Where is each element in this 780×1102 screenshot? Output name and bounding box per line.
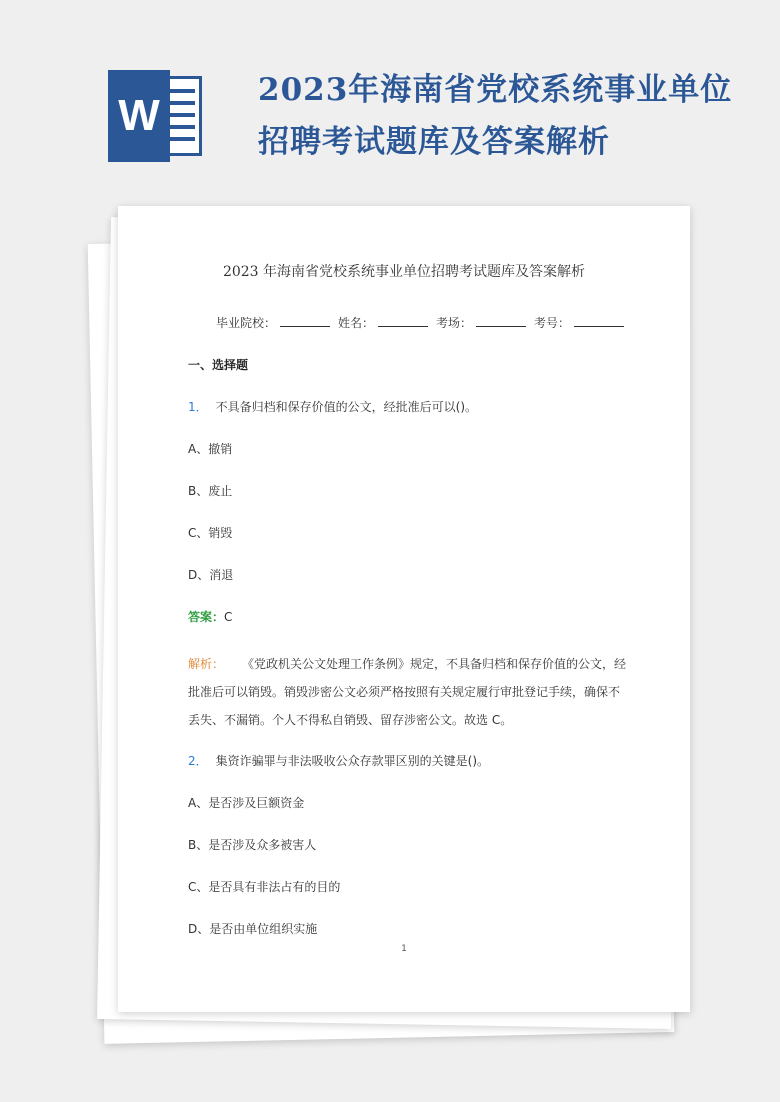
name-blank xyxy=(378,314,428,327)
question-number: 2． xyxy=(188,754,208,768)
exam-info-row xyxy=(216,314,628,331)
page-number: 1 xyxy=(401,944,407,954)
answer-label: 答案： xyxy=(188,610,225,624)
q1-option-a: A、撤销 xyxy=(188,442,233,456)
answer-value: C xyxy=(224,610,233,624)
q2-option-b: B、是否涉及众多被害人 xyxy=(188,838,317,852)
q1-option-b: B、废止 xyxy=(188,484,233,498)
school-blank xyxy=(280,314,330,327)
number-blank xyxy=(574,314,624,327)
hero-title: 2023年海南省党校系统事业单位招聘考试题库及答案解析 xyxy=(258,72,733,160)
word-logo xyxy=(108,70,208,162)
analysis-text: 《党政机关公文处理工作条例》规定，不具备归档和保存价值的公文，经批准后可以销毁。销毁涉密公文必须严格按照有关规定履行审批登记手续，确保不丢失、不漏销。个人不得私自销毁、留存涉密公文。故选 C。 xyxy=(188,657,627,727)
document-page xyxy=(118,206,690,1012)
q1-option-c: C、销毁 xyxy=(188,526,233,540)
question-1 xyxy=(188,398,477,415)
question-text: 集资诈骗罪与非法吸收公众存款罪区别的关键是()。 xyxy=(215,754,490,768)
school-label: 毕业院校： xyxy=(216,316,277,330)
q1-analysis xyxy=(188,650,628,734)
q2-option-c: C、是否具有非法占有的目的 xyxy=(188,880,341,894)
q2-option-d: D、是否由单位组织实施 xyxy=(188,922,318,936)
section-title: 一、选择题 xyxy=(188,358,249,372)
analysis-label: 解析： xyxy=(188,657,225,671)
document-title: 2023 年海南省党校系统事业单位招聘考试题库及答案解析 xyxy=(222,264,586,280)
question-number: 1． xyxy=(188,400,208,414)
number-label: 考号： xyxy=(534,316,571,330)
word-letter: W xyxy=(108,70,170,162)
room-label: 考场： xyxy=(436,316,473,330)
question-2 xyxy=(188,752,489,769)
room-blank xyxy=(476,314,526,327)
q1-answer xyxy=(188,608,232,625)
q1-option-d: D、消退 xyxy=(188,568,234,582)
name-label: 姓名： xyxy=(338,316,375,330)
q2-option-a: A、是否涉及巨额资金 xyxy=(188,796,305,810)
question-text: 不具备归档和保存价值的公文，经批准后可以()。 xyxy=(215,400,478,414)
